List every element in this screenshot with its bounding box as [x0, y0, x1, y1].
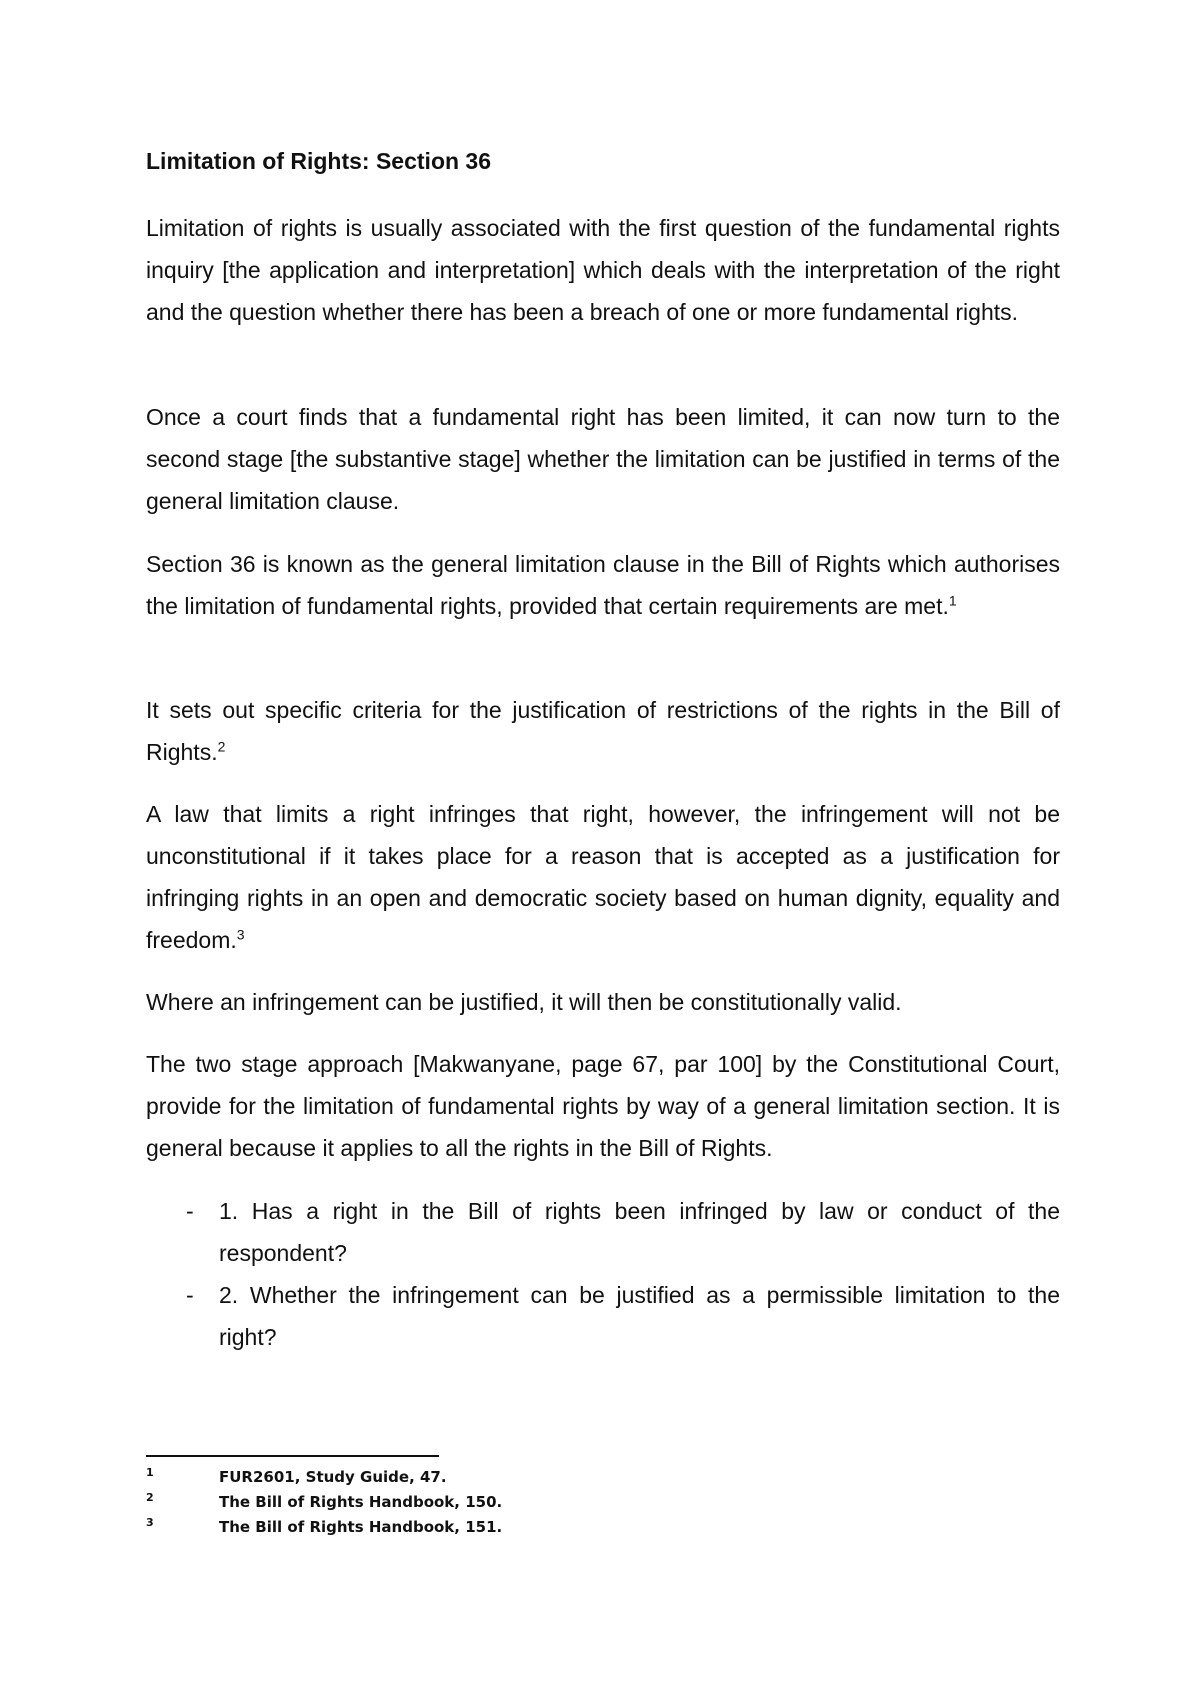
footnote-text: The Bill of Rights Handbook, 151. [219, 1518, 503, 1536]
list-item-text: 2. Whether the infringement can be justified as a permissible limitation to the right? [219, 1282, 1060, 1350]
footnote-reference[interactable]: 2 [217, 738, 226, 755]
footnote-reference[interactable]: 3 [236, 926, 245, 943]
list-item [146, 1190, 1060, 1274]
paragraph-text: Limitation of rights is usually associated with the first question of the fundamental rights inquiry [the application and interpretation] which deals with the interpretation of the right and the question whether there has been a breach of one or more fundamental rights. [146, 215, 1060, 325]
footnote-reference[interactable]: 1 [948, 592, 957, 609]
paragraph-text: A law that limits a right infringes that right, however, the infringement will not be unconstitutional if it takes place for a reason that is accepted as a justification for infringing rights in an open and democratic society based on human dignity, equality and freedom. [146, 801, 1060, 953]
paragraph-text: Section 36 is known as the general limitation clause in the Bill of Rights which authorises the limitation of fundamental rights, provided that certain requirements are met. [146, 551, 1060, 619]
footnote-number: 2 [146, 1491, 154, 1504]
paragraph [146, 543, 1060, 627]
page-title: Limitation of Rights: Section 36 [146, 148, 492, 174]
list-item-text: 1. Has a right in the Bill of rights been infringed by law or conduct of the respondent? [219, 1198, 1060, 1266]
paragraph-text: Once a court finds that a fundamental right has been limited, it can now turn to the second stage [the substantive stage] whether the limitation can be justified in terms of the general limitation clause. [146, 404, 1060, 514]
paragraph [146, 1043, 1060, 1169]
footnote-number: 3 [146, 1516, 154, 1529]
dash-list [146, 1190, 1060, 1358]
footnote-separator [146, 1455, 439, 1457]
footnote-number: 1 [146, 1466, 154, 1479]
paragraph [146, 793, 1060, 961]
paragraph [146, 981, 1060, 1023]
paragraph-text: It sets out specific criteria for the justification of restrictions of the rights in the Bill of Rights. [146, 697, 1060, 765]
paragraph-text: The two stage approach [Makwanyane, page 67, par 100] by the Constitutional Court, provide for the limitation of fundamental rights by way of a general limitation section. It is general because it applies to all the rights in the Bill of Rights. [146, 1051, 1060, 1161]
paragraph-text: Where an infringement can be justified, it will then be constitutionally valid. [146, 989, 902, 1015]
footnote-text: The Bill of Rights Handbook, 150. [219, 1493, 503, 1511]
list-item [146, 1274, 1060, 1358]
list-dash: - [186, 1198, 194, 1224]
list-dash: - [186, 1282, 194, 1308]
footnote-text: FUR2601, Study Guide, 47. [219, 1468, 447, 1486]
paragraph [146, 396, 1060, 522]
paragraph [146, 689, 1060, 773]
paragraph [146, 207, 1060, 333]
